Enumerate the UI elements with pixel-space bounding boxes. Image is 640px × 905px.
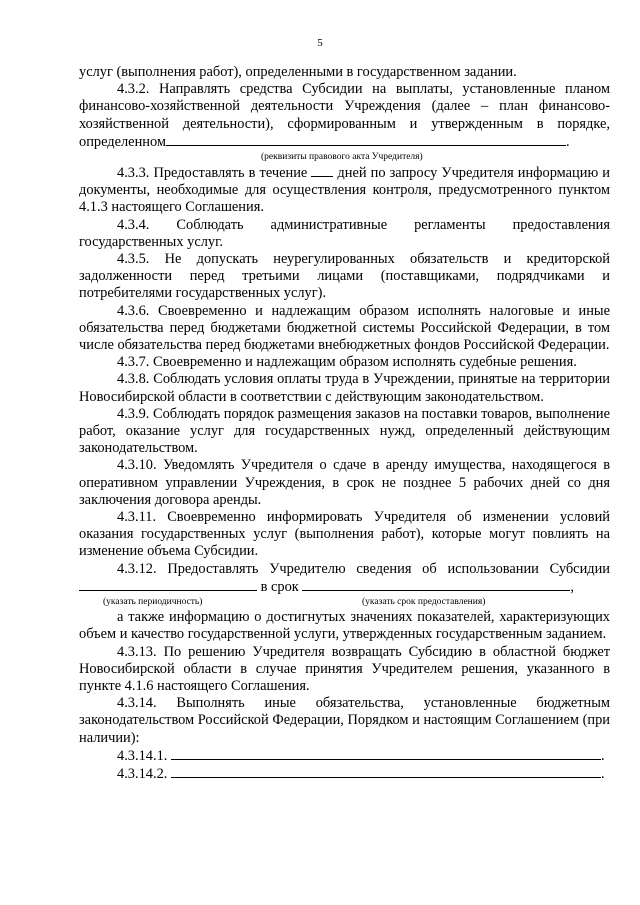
paragraph-4-3-9: 4.3.9. Соблюдать порядок размещения заказов на поставки товаров, выполнение работ, оказание услуг для государственных нужд, определенный действующим законодательством.	[79, 405, 610, 457]
caption-legal-act: (реквизиты правового акта Учредителя)	[261, 152, 423, 163]
blank-periodicity[interactable]	[79, 578, 257, 591]
paragraph-4-3-8: 4.3.8. Соблюдать условия оплаты труда в Учреждении, принятые на территории Новосибирской области в соответствии с действующим законодательством.	[79, 371, 610, 405]
paragraph-4-3-2: 4.3.2. Направлять средства Субсидии на выплаты, установленные планом финансово-хозяйственной деятельности Учреждения (далее – план финансово-хозяйственной деятельности), сформированным и утвержденным в порядке, определенном .	[79, 81, 610, 150]
blank-line[interactable]	[166, 133, 566, 146]
paragraph: услуг (выполнения работ), определенными в государственном задании.	[79, 64, 517, 80]
blank-item-1[interactable]	[171, 747, 601, 760]
paragraph-4-3-14: 4.3.14. Выполнять иные обязательства, установленные бюджетным законодательством Российской Федерации, Порядком и настоящим Соглашением (при наличии):	[79, 695, 610, 746]
caption-periodicity: (указать периодичность)	[103, 597, 203, 608]
paragraph-4-3-13: 4.3.13. По решению Учредителя возвращать Субсидию в областной бюджет Новосибирской области в случае принятия Учредителем решения, указанного в пункте 4.1.6 настоящего Соглашения.	[79, 643, 610, 694]
paragraph-4-3-3: 4.3.3. Предоставлять в течение дней по запросу Учредителя информацию и документы, необходимые для осуществления контроля, предусмотренного пунктом 4.1.3 настоящего Соглашения.	[79, 165, 610, 216]
caption-line	[79, 596, 610, 609]
blank-days[interactable]	[311, 164, 333, 177]
caption-line	[79, 151, 610, 164]
caption-deadline: (указать срок предоставления)	[362, 597, 486, 608]
blank-deadline[interactable]	[302, 578, 570, 591]
page-number: 5	[317, 37, 323, 49]
paragraph-continuation: а также информацию о достигнутых значениях показателей, характеризующих объем и качество государственной услуги, утвержденных государственным заданием.	[79, 609, 610, 643]
paragraph-4-3-7: 4.3.7. Своевременно и надлежащим образом исполнять судебные решения.	[117, 354, 577, 371]
paragraph-4-3-4: 4.3.4. Соблюдать административные регламенты предоставления государственных услуг.	[79, 216, 610, 250]
paragraph-4-3-10: 4.3.10. Уведомлять Учредителя о сдаче в аренду имущества, находящегося в оперативном управлении Учреждения, в срок не позднее 5 рабочих дней со дня заключения договора аренды.	[79, 457, 610, 508]
blank-item-2[interactable]	[171, 765, 601, 778]
paragraph-4-3-11: 4.3.11. Своевременно информировать Учредителя об изменении условий оказания государственных услуг (выполнения работ), которые могут повлиять на изменение объема Субсидии.	[79, 509, 610, 560]
paragraph-4-3-6: 4.3.6. Своевременно и надлежащим образом исполнять налоговые и иные обязательства перед бюджетами бюджетной системы Российской Федерации, в том числе обязательства перед бюджетами внебюджетных фондов Российской Федерации.	[79, 302, 610, 354]
document-body	[79, 64, 610, 783]
item-4-3-14-2: 4.3.14.2. .	[117, 765, 605, 782]
paragraph-4-3-5: 4.3.5. Не допускать неурегулированных обязательств и кредиторской задолженности перед третьими лицами (поставщиками, подрядчиками и потребителями государственных услуг).	[79, 251, 610, 302]
paragraph-4-3-12: 4.3.12. Предоставлять Учредителю сведения об использовании Субсидии в срок ,	[79, 561, 610, 596]
item-4-3-14-1: 4.3.14.1. .	[117, 747, 605, 764]
